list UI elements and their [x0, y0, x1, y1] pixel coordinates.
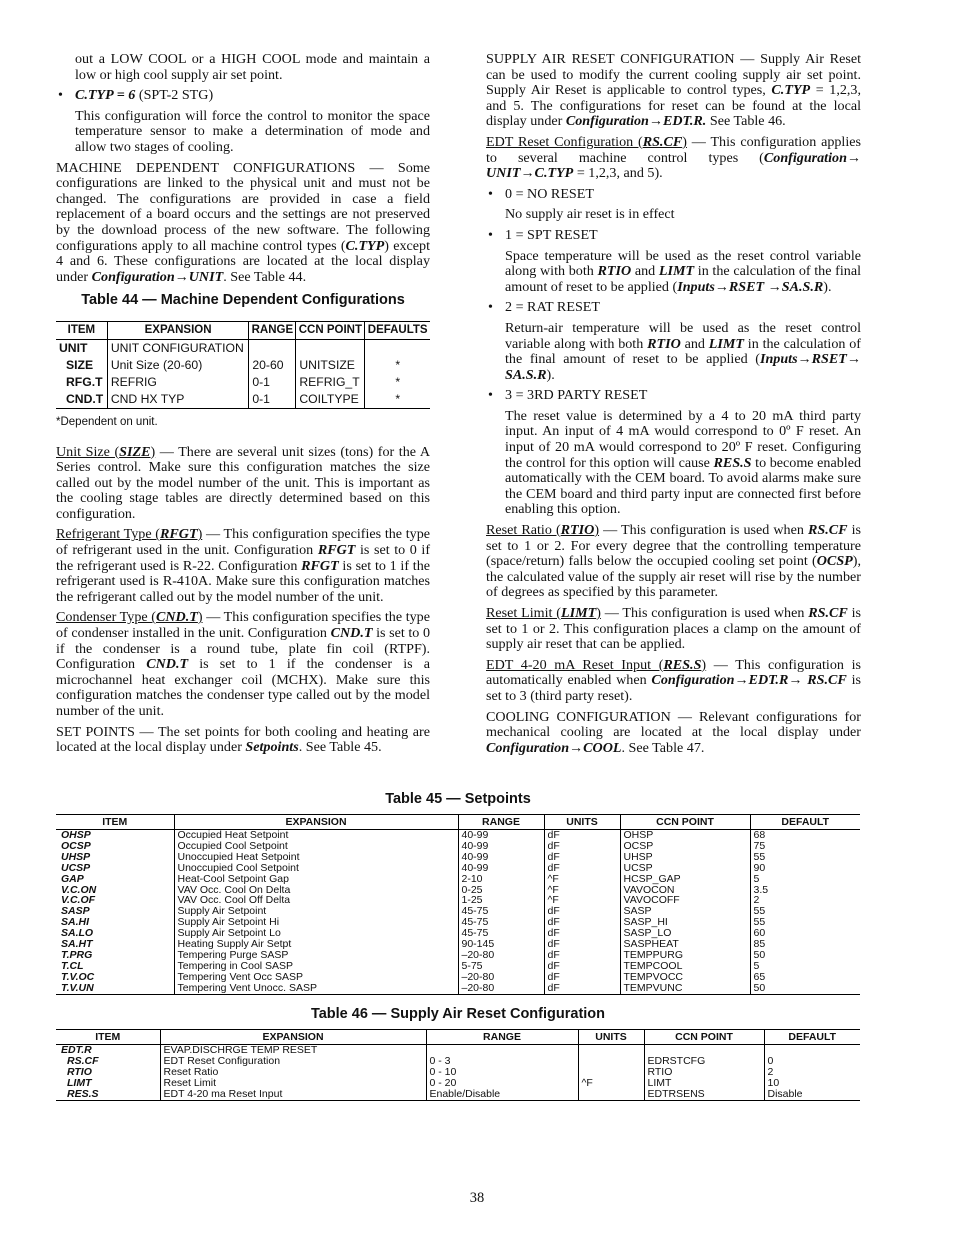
table-cell: VAVOCON [620, 885, 750, 896]
table-cell: 2 [750, 895, 860, 906]
table-cell: –20-80 [458, 950, 544, 961]
table-row [56, 874, 860, 885]
table-cell: HCSP_GAP [620, 874, 750, 885]
table-cell: EDTRSENS [644, 1089, 764, 1100]
cooling-configuration-paragraph: COOLING CONFIGURATION — Relevant configurations for mechanical cooling are located at the local display under Configuration→COOL. See Table 47. [486, 708, 861, 756]
table-cell: 90 [750, 863, 860, 874]
table-cell [578, 1056, 644, 1067]
table-45 [56, 814, 860, 995]
table-cell: OCSP [61, 839, 91, 852]
table-row [56, 357, 430, 374]
column-header: UNITS [544, 815, 620, 830]
table-cell: Tempering in Cool SASP [174, 961, 458, 972]
table-cell: dF [544, 906, 620, 917]
table-cell: 3.5 [750, 885, 860, 896]
table-cell [365, 339, 430, 357]
table-cell: T.V.UN [61, 981, 94, 994]
table-cell: dF [544, 917, 620, 928]
condenser-type-paragraph: Condenser Type (CND.T) — This configuration specifies the type of condenser installed in the unit. Configuration CND.T is set to 0 if the condenser is a round tube, plate fin coil (RTPF). Configuration CND.T is set to 1 if the condenser is a microchannel heat exchanger coil (MCHX). Make sure this configuration matches the condenser type called out by the model number of the unit. [56, 609, 430, 719]
bullet-3rd-party-reset: • 3 = 3RD PARTY RESET [486, 388, 861, 404]
table-row [56, 917, 860, 928]
table-cell: VAVOCOFF [620, 895, 750, 906]
table-cell: V.C.ON [61, 883, 97, 896]
table-cell: RTIO [644, 1067, 764, 1078]
table-row [56, 1078, 860, 1089]
table-cell: CND HX TYP [107, 391, 249, 409]
table-cell: SA.HI [61, 916, 90, 929]
table-cell: 0 [764, 1056, 860, 1067]
table-cell: SA.HT [61, 938, 93, 951]
column-header: EXPANSION [174, 815, 458, 830]
refrigerant-type-paragraph: Refrigerant Type (RFGT) — This configuration specifies the type of refrigerant used in the unit. Configuration RFGT is set to 0 if the refrigerant used is R-22. Configuration RFGT is set to 1 if the refrigerant used is R-410A. Make sure this configuration matches the refrigerant called out by the model number of the unit. [56, 526, 431, 605]
table-row [56, 374, 430, 391]
table-46-block [56, 1006, 860, 1101]
table-row [56, 391, 430, 409]
table-cell: 45-75 [458, 917, 544, 928]
table-cell: 40-99 [458, 852, 544, 863]
column-header: RANGE [458, 815, 544, 830]
table-cell: dF [544, 939, 620, 950]
table-cell: RES.S [67, 1087, 99, 1100]
table-cell: 5 [750, 874, 860, 885]
reset-ratio-paragraph: Reset Ratio (RTIO) — This configuration is used when RS.CF is set to 1 or 2. For every degree that the controlling temperature (space/return) falls below the occupied cooling set point (OCSP), the calculated value of the supply air reset will rise by the number of degrees as specified by this parameter. [486, 522, 861, 601]
table-44 [56, 321, 430, 409]
table-cell: 55 [750, 906, 860, 917]
table-cell: 2-10 [458, 874, 544, 885]
column-header: ITEM [56, 321, 107, 339]
table-cell: dF [544, 961, 620, 972]
supply-air-reset-paragraph: SUPPLY AIR RESET CONFIGURATION — Supply Air Reset can be used to modify the current cooling supply air set point. Supply Air Reset is applicable to control types, C.TYP = 1,2,3, and 5. The configurations for reset can be found at the local display under Configuration→EDT.R. See Table 46. [486, 51, 861, 130]
column-header: RANGE [426, 1030, 578, 1045]
table-cell: LIMT [644, 1078, 764, 1089]
machine-dependent-paragraph: MACHINE DEPENDENT CONFIGURATIONS — Some configurations are linked to the physical unit and must not be changed. The configurations are provided in case a field replacement of a board occurs and the settings are not preserved by the download process of the new software. The following configurations apply to all machine control types (C.TYP) except 4 and 6. These configurations are located at the local display under Configuration→UNIT. See Table 44. [56, 159, 430, 285]
ma-reset-input-paragraph: EDT 4-20 mA Reset Input (RES.S) — This configuration is automatically enabled when Configuration→EDT.R→ RS.CF is set to 3 (third party reset). [486, 656, 861, 704]
table-cell: Occupied Cool Setpoint [174, 841, 458, 852]
column-header: DEFAULTS [365, 321, 430, 339]
table-row [56, 906, 860, 917]
table-cell: TEMPPURG [620, 950, 750, 961]
table-cell: GAP [61, 872, 84, 885]
table-cell: 50 [750, 983, 860, 994]
paragraph: out a LOW COOL or a HIGH COOL mode and maintain a low or high cool supply air set point. [75, 51, 430, 83]
table-cell: ^F [544, 874, 620, 885]
table-cell: RFG.T [66, 374, 103, 389]
table-cell: UCSP [620, 863, 750, 874]
table-cell: 1-25 [458, 895, 544, 906]
right-column [486, 52, 861, 761]
table-cell: dF [544, 972, 620, 983]
bullet-no-reset: • 0 = NO RESET [486, 187, 861, 203]
reset-limit-paragraph: Reset Limit (LIMT) — This configuration is used when RS.CF is set to 1 or 2. This configuration places a clamp on the amount of supply air reset that can be applied. [486, 605, 861, 653]
table-cell: dF [544, 852, 620, 863]
table-cell: Unoccupied Heat Setpoint [174, 852, 458, 863]
table-cell: UNITSIZE [296, 357, 365, 374]
table-cell: TEMPCOOL [620, 961, 750, 972]
bullet-description: Space temperature will be used as the reset control variable along with both RTIO and LIMT in the calculation of the final amount of reset to be applied (Inputs→RSET →SA.S.R). [505, 247, 861, 295]
table-cell [764, 1045, 860, 1056]
bullet-description: The reset value is determined by a 4 to 20 mA third party input. An input of 4 mA would correspond to 0º F reset. An input of 20 mA would correspond to 20º F reset. Configuring the control for this option will cause RES.S to become enabled automatically with the CEM board. To avoid alarms make sure the CEM board and third party input are connected first before enabling this option. [505, 407, 861, 518]
table-cell: 0-1 [249, 391, 296, 409]
table-cell: 5-75 [458, 961, 544, 972]
table-cell [578, 1045, 644, 1056]
column-header: CCN POINT [644, 1030, 764, 1045]
table-cell: Supply Air Setpoint Lo [174, 928, 458, 939]
table-cell: UHSP [61, 850, 91, 863]
table-cell: UHSP [620, 852, 750, 863]
table-cell: 20-60 [249, 357, 296, 374]
set-points-paragraph: SET POINTS — The set points for both cooling and heating are located at the local display under Setpoints. See Table 45. [56, 723, 430, 756]
table-cell: 40-99 [458, 863, 544, 874]
table-cell: VAV Occ. Cool On Delta [174, 885, 458, 896]
table-cell: 90-145 [458, 939, 544, 950]
paragraph: This configuration will force the control to monitor the space temperature sensor to make a determination of mode and allow two stages of cooling. [75, 107, 430, 155]
table-cell: Enable/Disable [426, 1089, 578, 1100]
table-row [56, 841, 860, 852]
table-cell: ^F [544, 885, 620, 896]
table-cell: RS.CF [67, 1054, 99, 1067]
table-cell: 5 [750, 961, 860, 972]
table-44-title: Table 44 — Machine Dependent Configurations [81, 292, 405, 309]
table-cell: Unoccupied Cool Setpoint [174, 863, 458, 874]
table-cell: Supply Air Setpoint [174, 906, 458, 917]
table-cell: 10 [764, 1078, 860, 1089]
table-cell: 68 [750, 830, 860, 841]
table-cell: UCSP [61, 861, 91, 874]
table-cell: dF [544, 950, 620, 961]
table-cell: EDT 4-20 ma Reset Input [160, 1089, 426, 1100]
bullet-ctyp6: • C.TYP = 6 (SPT-2 STG) [56, 88, 430, 104]
table-cell: Tempering Purge SASP [174, 950, 458, 961]
table-cell: 75 [750, 841, 860, 852]
table-cell: 0 - 20 [426, 1078, 578, 1089]
column-header: RANGE [249, 321, 296, 339]
table-cell: 85 [750, 939, 860, 950]
table-row [56, 895, 860, 906]
table-cell: 45-75 [458, 928, 544, 939]
column-header: UNITS [578, 1030, 644, 1045]
table-cell: COILTYPE [296, 391, 365, 409]
table-cell: Unit Size (20-60) [107, 357, 249, 374]
table-row [56, 830, 860, 841]
table-row [56, 1089, 860, 1100]
table-cell: TEMPVUNC [620, 983, 750, 994]
table-cell: RTIO [67, 1065, 92, 1078]
table-46 [56, 1029, 860, 1101]
table-cell: * [365, 374, 430, 391]
table-cell: 40-99 [458, 830, 544, 841]
table-cell: 55 [750, 852, 860, 863]
table-cell: 0 - 10 [426, 1067, 578, 1078]
table-cell: Heating Supply Air Setpt [174, 939, 458, 950]
table-cell: * [365, 391, 430, 409]
table-cell [578, 1089, 644, 1100]
table-row [56, 852, 860, 863]
table-row [56, 950, 860, 961]
table-cell: Supply Air Setpoint Hi [174, 917, 458, 928]
column-header: CCN POINT [620, 815, 750, 830]
table-row [56, 928, 860, 939]
table-cell: Disable [764, 1089, 860, 1100]
table-cell: T.PRG [61, 948, 93, 961]
bullet-rat-reset: • 2 = RAT RESET [486, 300, 861, 316]
unit-size-paragraph: Unit Size (SIZE) — There are several unit sizes (tons) for the A Series control. Make sure this configuration matches the size called out by the model number of the unit. This is important as the cooling stage tables are directly determined based on this configuration. [56, 443, 430, 522]
edt-reset-paragraph: EDT Reset Configuration (RS.CF) — This configuration applies to several machine control types (Configuration→ UNIT→C.TYP = 1,2,3, and 5). [486, 133, 861, 182]
table-cell: ^F [544, 895, 620, 906]
table-cell: 0-1 [249, 374, 296, 391]
table-cell: –20-80 [458, 983, 544, 994]
table-cell: Heat-Cool Setpoint Gap [174, 874, 458, 885]
column-header: ITEM [56, 815, 174, 830]
table-cell: SA.LO [61, 927, 94, 940]
column-header: EXPANSION [107, 321, 249, 339]
table-cell: T.CL [61, 959, 84, 972]
table-cell: dF [544, 830, 620, 841]
table-cell: V.C.OF [61, 894, 96, 907]
column-header: CCN POINT [296, 321, 365, 339]
column-header: DEFAULT [750, 815, 860, 830]
bullet-description: Return-air temperature will be used as the reset control variable along with both RTIO and LIMT in the calculation of the final amount of reset to be applied (Inputs→RSET→ SA.S.R). [505, 319, 861, 383]
table-cell: Tempering Vent Occ SASP [174, 972, 458, 983]
table-row [56, 885, 860, 896]
table-cell: SIZE [66, 357, 94, 372]
column-header: ITEM [56, 1030, 160, 1045]
table-cell: CND.T [66, 391, 104, 406]
table-45-title: Table 45 — Setpoints [385, 791, 531, 807]
page-number: 38 [469, 1190, 485, 1206]
table-cell: SASP [620, 906, 750, 917]
table-cell: EDT Reset Configuration [160, 1056, 426, 1067]
table-cell: 60 [750, 928, 860, 939]
table-row [56, 863, 860, 874]
table-cell [249, 339, 296, 357]
table-45-block [56, 791, 860, 995]
table-cell: TEMPVOCC [620, 972, 750, 983]
table-cell: REFRIG [107, 374, 249, 391]
table-cell: SASP_HI [620, 917, 750, 928]
table-cell: 0-25 [458, 885, 544, 896]
table-cell [296, 339, 365, 357]
table-cell: –20-80 [458, 972, 544, 983]
table-cell: T.V.OC [61, 970, 95, 983]
table-46-title: Table 46 — Supply Air Reset Configuration [310, 1006, 606, 1022]
table-cell: Reset Limit [160, 1078, 426, 1089]
table-cell: VAV Occ. Cool Off Delta [174, 895, 458, 906]
table-row [56, 961, 860, 972]
table-cell: EDT.R [61, 1044, 92, 1056]
table-cell: 45-75 [458, 906, 544, 917]
column-header: EXPANSION [160, 1030, 426, 1045]
table-row [56, 972, 860, 983]
table-cell: Occupied Heat Setpoint [174, 830, 458, 841]
table-cell: UNIT [59, 340, 88, 355]
table-cell: ^F [578, 1078, 644, 1089]
table-cell: 0 - 3 [426, 1056, 578, 1067]
table-cell: dF [544, 863, 620, 874]
bullet-spt-reset: • 1 = SPT RESET [486, 228, 861, 244]
table-cell: OHSP [620, 830, 750, 841]
table-cell: SASP [61, 905, 90, 918]
table-cell: SASPHEAT [620, 939, 750, 950]
left-column [56, 52, 430, 761]
table-cell: dF [544, 928, 620, 939]
table-cell: EDRSTCFG [644, 1056, 764, 1067]
table-cell: REFRIG_T [296, 374, 365, 391]
table-cell: 50 [750, 950, 860, 961]
table-row [56, 339, 430, 357]
table-44-footnote: *Dependent on unit. [56, 415, 158, 428]
table-cell: Tempering Vent Unocc. SASP [174, 983, 458, 994]
table-cell: 55 [750, 917, 860, 928]
table-cell: 65 [750, 972, 860, 983]
table-cell: UNIT CONFIGURATION [107, 339, 249, 357]
table-cell: * [365, 357, 430, 374]
table-row [56, 983, 860, 994]
table-cell: OCSP [620, 841, 750, 852]
bullet-description: No supply air reset is in effect [505, 206, 675, 223]
table-row [56, 939, 860, 950]
table-cell: OHSP [61, 829, 91, 841]
table-cell: Reset Ratio [160, 1067, 426, 1078]
table-cell: EVAP.DISCHRGE TEMP RESET [160, 1045, 426, 1056]
column-header: DEFAULT [764, 1030, 860, 1045]
table-cell: SASP_LO [620, 928, 750, 939]
table-cell: dF [544, 983, 620, 994]
table-cell: LIMT [67, 1076, 92, 1089]
table-cell: 2 [764, 1067, 860, 1078]
table-cell: dF [544, 841, 620, 852]
table-cell: 40-99 [458, 841, 544, 852]
